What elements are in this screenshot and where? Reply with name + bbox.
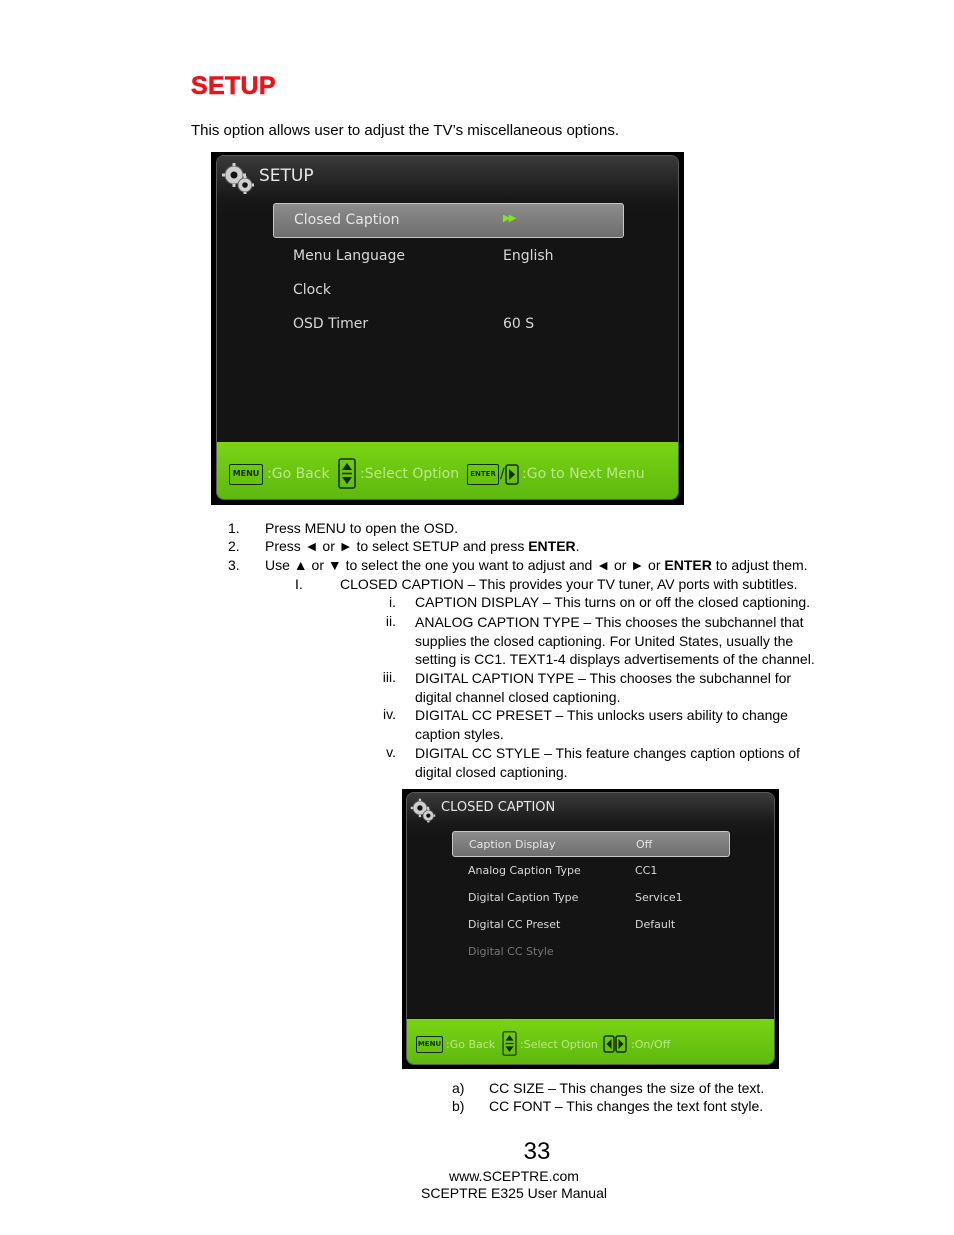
step-2 xyxy=(228,538,580,554)
item-number: I. xyxy=(295,576,303,592)
roman-item-ii-text xyxy=(415,613,815,669)
item-line: setting is CC1. TEXT1-4 displays advertisements of the channel. xyxy=(415,651,815,668)
osd-footer-bar xyxy=(217,442,678,499)
osd-row-osd-timer[interactable] xyxy=(293,316,623,340)
intro-text: This option allows user to adjust the TV’s miscellaneous options. xyxy=(191,122,620,139)
up-down-arrow-icon xyxy=(338,458,356,489)
osd-row-label: Menu Language xyxy=(293,248,405,264)
page-title: SETUP xyxy=(191,72,276,100)
item-line: CAPTION DISPLAY – This turns on or off the closed captioning. xyxy=(415,594,811,610)
osd-row-digital-cc-preset[interactable] xyxy=(468,918,728,936)
step-number: 3. xyxy=(228,557,240,573)
alpha-item-a xyxy=(452,1080,765,1096)
osd-row-digital-caption-type[interactable] xyxy=(468,891,728,909)
osd-row-digital-cc-style xyxy=(468,945,728,963)
setup-osd-title: SETUP xyxy=(259,166,314,186)
osd-row-label: Digital Caption Type xyxy=(468,891,579,904)
step-text-end: to adjust them. xyxy=(711,557,808,573)
manual-title: SCEPTRE E325 User Manual xyxy=(421,1185,607,1201)
osd-row-value: Default xyxy=(635,918,676,931)
gear-icon xyxy=(221,162,255,196)
roman-item-v-text xyxy=(415,744,800,781)
item-number: iii. xyxy=(382,669,396,685)
item-line: DIGITAL CAPTION TYPE – This chooses the subchannel for xyxy=(415,670,792,686)
roman-item-ii xyxy=(380,613,396,629)
double-arrow-icon: ▶▶ xyxy=(503,213,515,224)
menu-key-icon: MENU xyxy=(229,464,263,485)
enter-key-icon: ENTER xyxy=(467,464,499,485)
item-line: caption styles. xyxy=(415,725,504,742)
website: www.SCEPTRE.com xyxy=(449,1168,579,1184)
item-number: v. xyxy=(386,744,396,760)
item-number: a) xyxy=(452,1080,465,1096)
osd-row-analog-caption-type[interactable] xyxy=(468,864,728,882)
cc-osd-title: CLOSED CAPTION xyxy=(441,800,556,815)
closed-caption-osd-screenshot xyxy=(402,789,779,1069)
item-number: b) xyxy=(452,1098,465,1114)
right-arrow-icon xyxy=(505,464,519,485)
roman-item-iii-text xyxy=(415,669,791,706)
osd-row-label: Closed Caption xyxy=(294,212,400,228)
item-line: digital channel closed captioning. xyxy=(415,688,621,705)
item-line: digital closed captioning. xyxy=(415,763,568,780)
roman-item-iv xyxy=(380,706,396,722)
step-text: Press ◄ or ► to select SETUP and press xyxy=(265,538,529,554)
closed-caption-item xyxy=(295,576,798,592)
step-text-end: . xyxy=(575,538,580,554)
footer-go-back: :Go Back xyxy=(446,1038,496,1051)
menu-key-icon: MENU xyxy=(416,1036,443,1053)
footer-select-option: :Select Option xyxy=(520,1038,598,1051)
up-down-arrow-icon xyxy=(502,1031,517,1056)
osd-row-closed-caption[interactable] xyxy=(273,203,624,238)
footer-go-back: :Go Back xyxy=(267,466,330,482)
item-number: ii. xyxy=(385,613,396,629)
osd-row-label: Analog Caption Type xyxy=(468,864,581,877)
osd-footer-bar xyxy=(407,1019,774,1064)
item-line: supplies the closed captioning. For United States, usually the xyxy=(415,632,794,649)
footer-on-off: :On/Off xyxy=(631,1038,671,1051)
osd-row-label: OSD Timer xyxy=(293,316,369,332)
item-line: ANALOG CAPTION TYPE – This chooses the subchannel that xyxy=(415,614,804,630)
osd-row-value: Off xyxy=(636,838,653,851)
step-number: 2. xyxy=(228,538,240,554)
footer-separator: / xyxy=(500,466,505,482)
step-1 xyxy=(228,520,458,536)
osd-row-caption-display[interactable] xyxy=(452,831,730,857)
left-right-arrow-icon xyxy=(603,1035,628,1053)
footer-select-option: :Select Option xyxy=(360,466,460,482)
roman-item-i-text xyxy=(415,594,810,610)
roman-item-iii xyxy=(380,669,396,685)
item-text: CLOSED CAPTION – This provides your TV tuner, AV ports with subtitles. xyxy=(340,576,798,592)
step-text-bold: ENTER xyxy=(528,538,576,554)
footer-next-menu: :Go to Next Menu xyxy=(522,466,645,482)
step-3 xyxy=(228,557,808,573)
osd-row-menu-language[interactable] xyxy=(293,248,623,272)
item-text: CC FONT – This changes the text font style. xyxy=(489,1098,764,1114)
roman-item-i xyxy=(380,594,396,610)
osd-row-value: Service1 xyxy=(635,891,683,904)
osd-row-label: Digital CC Preset xyxy=(468,918,561,931)
step-text: Use ▲ or ▼ to select the one you want to adjust and ◄ or ► or xyxy=(265,557,665,573)
osd-row-clock[interactable] xyxy=(293,282,623,306)
page-number: 33 xyxy=(523,1138,551,1165)
roman-item-iv-text xyxy=(415,706,788,743)
alpha-item-b xyxy=(452,1098,764,1114)
osd-row-value: English xyxy=(503,248,554,264)
setup-osd-screenshot xyxy=(211,152,684,505)
step-text-bold: ENTER xyxy=(664,557,712,573)
item-number: i. xyxy=(389,594,396,610)
osd-row-label: Clock xyxy=(293,282,332,298)
roman-item-v xyxy=(380,744,396,760)
osd-row-label: Caption Display xyxy=(469,838,556,851)
item-line: DIGITAL CC PRESET – This unlocks users ability to change xyxy=(415,707,788,723)
item-line: DIGITAL CC STYLE – This feature changes caption options of xyxy=(415,745,800,761)
item-text: CC SIZE – This changes the size of the text. xyxy=(489,1080,765,1096)
step-text: Press MENU to open the OSD. xyxy=(265,520,458,536)
gear-icon xyxy=(410,798,436,824)
osd-row-value: CC1 xyxy=(635,864,658,877)
osd-row-label: Digital CC Style xyxy=(468,945,554,958)
osd-row-value: 60 S xyxy=(503,316,535,332)
step-number: 1. xyxy=(228,520,240,536)
item-number: iv. xyxy=(383,706,396,722)
